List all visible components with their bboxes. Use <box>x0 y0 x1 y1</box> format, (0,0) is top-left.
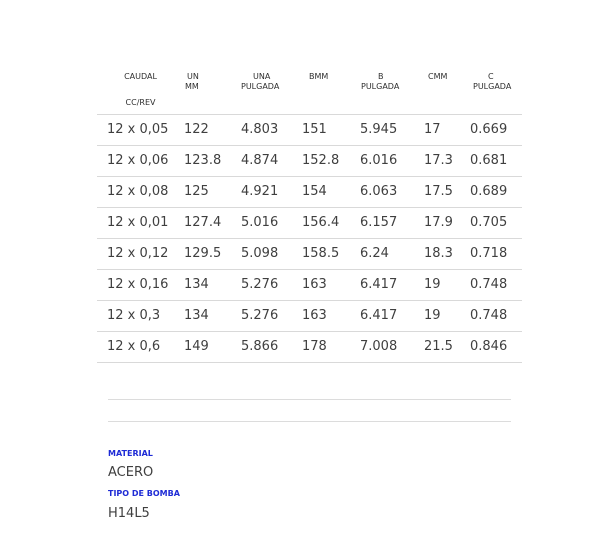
b-inch-cell: 7.008 <box>360 331 424 362</box>
material-value: ACERO <box>108 465 154 480</box>
spec-table <box>97 64 522 363</box>
mm-cell: 123.8 <box>184 145 241 176</box>
pump-type-value: H14L5 <box>108 506 150 521</box>
c-inch-cell: 0.705 <box>470 207 522 238</box>
mm-cell: 149 <box>184 331 241 362</box>
cmm-cell: 17 <box>424 114 470 145</box>
mm-cell: 134 <box>184 300 241 331</box>
header-b-inch-line2: PULGADA <box>361 82 400 91</box>
c-inch-cell: 0.669 <box>470 114 522 145</box>
header-c-inch-line2: PULGADA <box>473 82 512 91</box>
caudal-cell: 12 x 0,01 <box>97 207 184 238</box>
header-bmm-label: BMM <box>309 72 329 81</box>
cmm-cell: 17.3 <box>424 145 470 176</box>
bmm-cell: 156.4 <box>302 207 360 238</box>
caudal-cell: 12 x 0,12 <box>97 238 184 269</box>
b-inch-cell: 6.417 <box>360 269 424 300</box>
c-inch-cell: 0.846 <box>470 331 522 362</box>
bmm-cell: 163 <box>302 300 360 331</box>
mm-cell: 127.4 <box>184 207 241 238</box>
caudal-cell: 12 x 0,05 <box>97 114 184 145</box>
table-header-row <box>97 64 522 114</box>
inch-cell: 4.874 <box>241 145 302 176</box>
b-inch-cell: 6.24 <box>360 238 424 269</box>
c-inch-cell: 0.689 <box>470 176 522 207</box>
b-inch-cell: 6.063 <box>360 176 424 207</box>
header-caudal-unit: CC/REV <box>125 98 156 107</box>
table-row <box>97 331 522 362</box>
header-b-inch-line1: B <box>378 72 384 81</box>
material-label: MATERIAL <box>108 449 153 458</box>
mm-cell: 125 <box>184 176 241 207</box>
b-inch-cell: 5.945 <box>360 114 424 145</box>
b-inch-cell: 6.157 <box>360 207 424 238</box>
table-row <box>97 238 522 269</box>
inch-cell: 5.016 <box>241 207 302 238</box>
table-row <box>97 145 522 176</box>
caudal-cell: 12 x 0,08 <box>97 176 184 207</box>
table-body <box>97 114 522 362</box>
header-cmm <box>424 64 470 114</box>
table-row <box>97 176 522 207</box>
pump-type-label: TIPO DE BOMBA <box>108 489 180 498</box>
header-inch <box>241 64 302 114</box>
c-inch-cell: 0.718 <box>470 238 522 269</box>
mm-cell: 122 <box>184 114 241 145</box>
caudal-cell: 12 x 0,6 <box>97 331 184 362</box>
mm-cell: 134 <box>184 269 241 300</box>
bmm-cell: 158.5 <box>302 238 360 269</box>
table-row <box>97 269 522 300</box>
table-row <box>97 207 522 238</box>
inch-cell: 5.098 <box>241 238 302 269</box>
header-mm-line2: MM <box>185 82 199 91</box>
header-caudal <box>97 64 184 114</box>
cmm-cell: 17.5 <box>424 176 470 207</box>
c-inch-cell: 0.681 <box>470 145 522 176</box>
bmm-cell: 154 <box>302 176 360 207</box>
inch-cell: 5.866 <box>241 331 302 362</box>
table-row <box>97 114 522 145</box>
cmm-cell: 19 <box>424 269 470 300</box>
cmm-cell: 19 <box>424 300 470 331</box>
header-mm <box>184 64 241 114</box>
inch-cell: 5.276 <box>241 300 302 331</box>
header-c-inch-line1: C <box>488 72 494 81</box>
inch-cell: 5.276 <box>241 269 302 300</box>
separator-line <box>108 421 511 422</box>
header-c-inch <box>470 64 522 114</box>
inch-cell: 4.803 <box>241 114 302 145</box>
caudal-cell: 12 x 0,06 <box>97 145 184 176</box>
bmm-cell: 178 <box>302 331 360 362</box>
cmm-cell: 18.3 <box>424 238 470 269</box>
c-inch-cell: 0.748 <box>470 300 522 331</box>
separator-line <box>108 399 511 400</box>
cmm-cell: 21.5 <box>424 331 470 362</box>
caudal-cell: 12 x 0,3 <box>97 300 184 331</box>
header-caudal-label: CAUDAL <box>124 72 157 81</box>
cmm-cell: 17.9 <box>424 207 470 238</box>
b-inch-cell: 6.016 <box>360 145 424 176</box>
b-inch-cell: 6.417 <box>360 300 424 331</box>
header-cmm-label: CMM <box>428 72 448 81</box>
table-row <box>97 300 522 331</box>
header-bmm <box>302 64 360 114</box>
bmm-cell: 151 <box>302 114 360 145</box>
c-inch-cell: 0.748 <box>470 269 522 300</box>
mm-cell: 129.5 <box>184 238 241 269</box>
bmm-cell: 152.8 <box>302 145 360 176</box>
caudal-cell: 12 x 0,16 <box>97 269 184 300</box>
header-inch-line2: PULGADA <box>241 82 280 91</box>
inch-cell: 4.921 <box>241 176 302 207</box>
header-b-inch <box>360 64 424 114</box>
header-inch-line1: UNA <box>253 72 271 81</box>
bmm-cell: 163 <box>302 269 360 300</box>
header-mm-line1: UN <box>187 72 199 81</box>
